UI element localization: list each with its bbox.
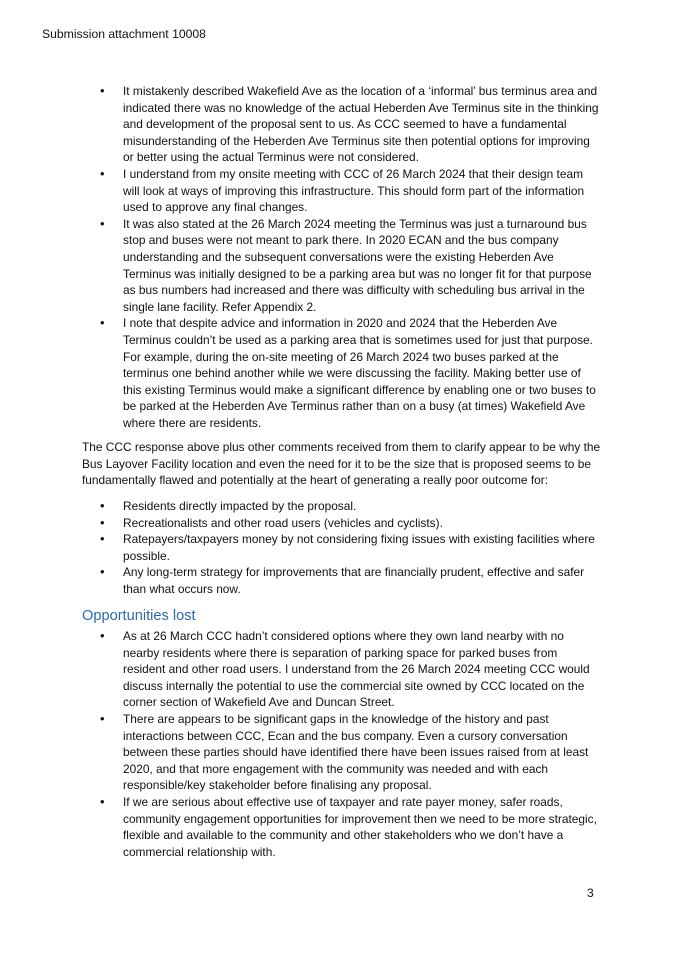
section-heading: Opportunities lost xyxy=(82,608,196,624)
list-item: • There are appears to be significant gaps in the knowledge of the history and past interactions between CCC, Ecan and the bus company. Even a cursory conversation between these parties should have identified there have been issues raised from at least 2020, and that more engagement with the community was needed and with each responsible/key stakeholder before finalising any proposal. xyxy=(82,711,602,794)
list-item: • I note that despite advice and information in 2020 and 2024 that the Heberden Ave Terminus couldn’t be used as a parking area that is sometimes used for just that purpose. For example, during the on-site meeting of 26 March 2024 two buses parked at the terminus one behind another while we were discussing the facility. Making better use of this existing Terminus would make a significant difference by enabling one or two buses to be parked at the Heberden Ave Terminus rather than on a busy (at times) Wakefield Ave where there are residents. xyxy=(82,315,602,431)
list-item: • As at 26 March CCC hadn’t considered options where they own land nearby with no nearby residents where there is separation of parking space for parked buses from resident and other road users. I understand from the 26 March 2024 meeting CCC would discuss internally the potential to use the commercial site owned by CCC located on the corner section of Wakefield Ave and Duncan Street. xyxy=(82,628,602,711)
document-header: Submission attachment 10008 xyxy=(42,27,206,41)
list-item: • It was also stated at the 26 March 2024 meeting the Terminus was just a turnaround bus stop and buses were not meant to park there. In 2020 ECAN and the bus company understanding and the subsequent conversations were the existing Heberden Ave Terminus was initially designed to be a parking area but was no longer fit for that purpose as bus numbers had increased and there was difficulty with scheduling bus arrival in the single lane facility. Refer Appendix 2. xyxy=(82,216,602,316)
list-item: • Residents directly impacted by the proposal. xyxy=(82,498,602,515)
bullet-list-terminus xyxy=(82,83,602,431)
body-paragraph: The CCC response above plus other comments received from them to clarify appear to be why the Bus Layover Facility location and even the need for it to be the size that is proposed seems to be fundamentally flawed and potentially at the heart of generating a really poor outcome for: xyxy=(82,440,601,488)
bullet-list-impacted xyxy=(82,498,602,598)
list-item: • Recreationalists and other road users (vehicles and cyclists). xyxy=(82,515,602,532)
bullet-list-opportunities xyxy=(82,628,602,860)
list-item: • It mistakenly described Wakefield Ave as the location of a ‘informal’ bus terminus area and indicated there was no knowledge of the actual Heberden Ave Terminus site in the thinking and development of the proposal sent to us. As CCC seemed to have a fundamental misunderstanding of the Heberden Ave Terminus site then potential options for improving or better using the actual Terminus were not considered. xyxy=(82,83,602,166)
list-item: • Any long-term strategy for improvements that are financially prudent, effective and safer than what occurs now. xyxy=(82,564,602,597)
page-number: 3 xyxy=(587,886,594,900)
list-item: • Ratepayers/taxpayers money by not considering fixing issues with existing facilities where possible. xyxy=(82,531,602,564)
list-item: • If we are serious about effective use of taxpayer and rate payer money, safer roads, community engagement opportunities for improvement then we need to be more strategic, flexible and available to the community and other stakeholders who we don’t have a commercial relationship with. xyxy=(82,794,602,860)
list-item: • I understand from my onsite meeting with CCC of 26 March 2024 that their design team will look at ways of improving this infrastructure. This should form part of the information used to approve any final changes. xyxy=(82,166,602,216)
